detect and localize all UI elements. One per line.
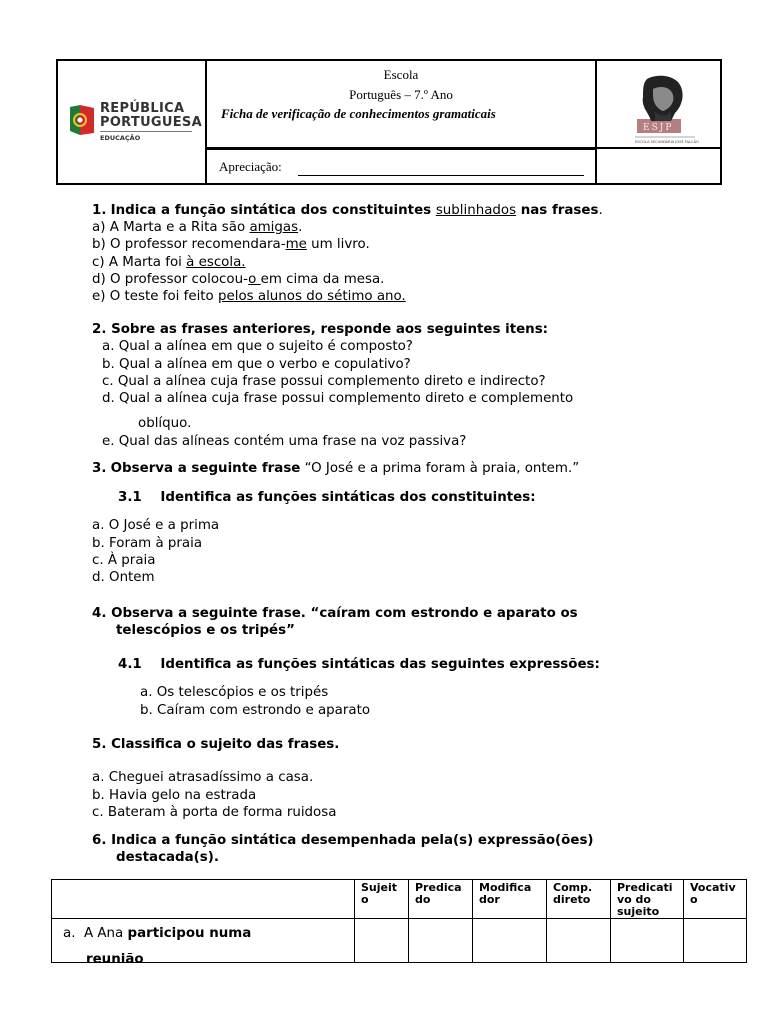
subject-grade: Português – 7.º Ano (349, 87, 453, 102)
school-name: Escola (383, 67, 419, 82)
column-header-vocativo: Vocativ o (690, 881, 736, 906)
list-item: c. Qual a alínea cuja frase possui complemento direto e indirecto? (102, 374, 546, 389)
header-table (56, 59, 722, 185)
column-header-comp-direto: Comp. direto (553, 881, 593, 906)
table-row-divider (52, 918, 746, 919)
list-item: a. Os telescópios e os tripés (140, 685, 329, 700)
table-column-divider (354, 880, 355, 962)
answer-table (51, 879, 747, 967)
q4-title-continuation: telescópios e os tripés” (116, 623, 295, 638)
q1-title: 1. Indica a função sintática dos constituintes sublinhados nas frases. (92, 203, 603, 218)
column-header-predicado: Predica do (415, 881, 462, 906)
list-item: a. Cheguei atrasadíssimo a casa. (92, 770, 314, 785)
republica-portuguesa-logo (66, 101, 201, 141)
q4-subtitle: 4.1 Identifica as funções sintáticas das seguintes expressões: (118, 657, 600, 672)
table-column-divider (683, 880, 684, 962)
q3-title: 3. Observa a seguinte frase “O José e a prima foram à praia, ontem.” (92, 461, 580, 476)
logo-text: PORTUGUESA (100, 115, 202, 130)
table-column-divider (472, 880, 473, 962)
list-item: b. Qual a alínea em que o verbo e copulativo? (102, 357, 411, 372)
logo-divider (100, 131, 192, 132)
q4-title: 4. Observa a seguinte frase. “caíram com estrondo e aparato os (92, 606, 578, 621)
q2-title: 2. Sobre as frases anteriores, responde aos seguintes itens: (92, 322, 549, 337)
appraisal-line[interactable] (298, 175, 584, 176)
svg-text:ESCOLA SECUNDÁRIA JOSÉ FALCÃO: ESCOLA SECUNDÁRIA JOSÉ FALCÃO (635, 140, 699, 144)
table-column-divider (546, 880, 547, 962)
list-item: c. Bateram à porta de forma ruidosa (92, 805, 337, 820)
list-item: c. À praia (92, 553, 156, 568)
q5-title: 5. Classifica o sujeito das frases. (92, 737, 340, 752)
portugal-flag-icon (66, 103, 96, 137)
header-divider (205, 149, 597, 150)
column-header-modificador: Modifica dor (479, 881, 532, 906)
list-item: d. Qual a alínea cuja frase possui complemento direto e complemento (102, 391, 574, 406)
list-item: d. Ontem (92, 570, 155, 585)
worksheet-title: Ficha de verificação de conhecimentos gramaticais (221, 106, 496, 121)
table-column-divider (408, 880, 409, 962)
header-divider (595, 61, 597, 183)
list-item: d) O professor colocou-o em cima da mesa. (92, 272, 385, 287)
table-row: a. A Ana participou numa reunião (63, 926, 252, 967)
q3-subtitle: 3.1 Identifica as funções sintáticas dos constituintes: (118, 490, 536, 505)
q6-title-continuation: destacada(s). (116, 850, 219, 865)
list-item: b. Caíram com estrondo e aparato (140, 703, 371, 718)
list-item: e) O teste foi feito pelos alunos do sétimo ano. (92, 289, 406, 304)
list-item-continuation: oblíquo. (138, 416, 192, 431)
logo-text: REPÚBLICA (100, 101, 185, 116)
list-item: b. Foram à praia (92, 536, 203, 551)
school-logo-icon (631, 73, 699, 149)
appraisal-label: Apreciação: (219, 159, 282, 174)
list-item: b. Havia gelo na estrada (92, 788, 257, 803)
table-column-divider (610, 880, 611, 962)
list-item: a. Qual a alínea em que o sujeito é composto? (102, 339, 413, 354)
column-header-sujeito: Sujeit o (361, 881, 398, 906)
list-item: b) O professor recomendara-me um livro. (92, 237, 370, 252)
logo-text: EDUCAÇÃO (100, 134, 141, 142)
list-item: e. Qual das alíneas contém uma frase na voz passiva? (102, 434, 467, 449)
list-item: a. O José e a prima (92, 518, 220, 533)
list-item: a) A Marta e a Rita são amigas. (92, 220, 303, 235)
svg-text:ESJP: ESJP (643, 123, 674, 133)
q6-title: 6. Indica a função sintática desempenhada pela(s) expressão(ões) (92, 833, 594, 848)
column-header-predicativo-sujeito: Predicati vo do sujeito (617, 881, 673, 918)
list-item: c) A Marta foi à escola. (92, 255, 246, 270)
